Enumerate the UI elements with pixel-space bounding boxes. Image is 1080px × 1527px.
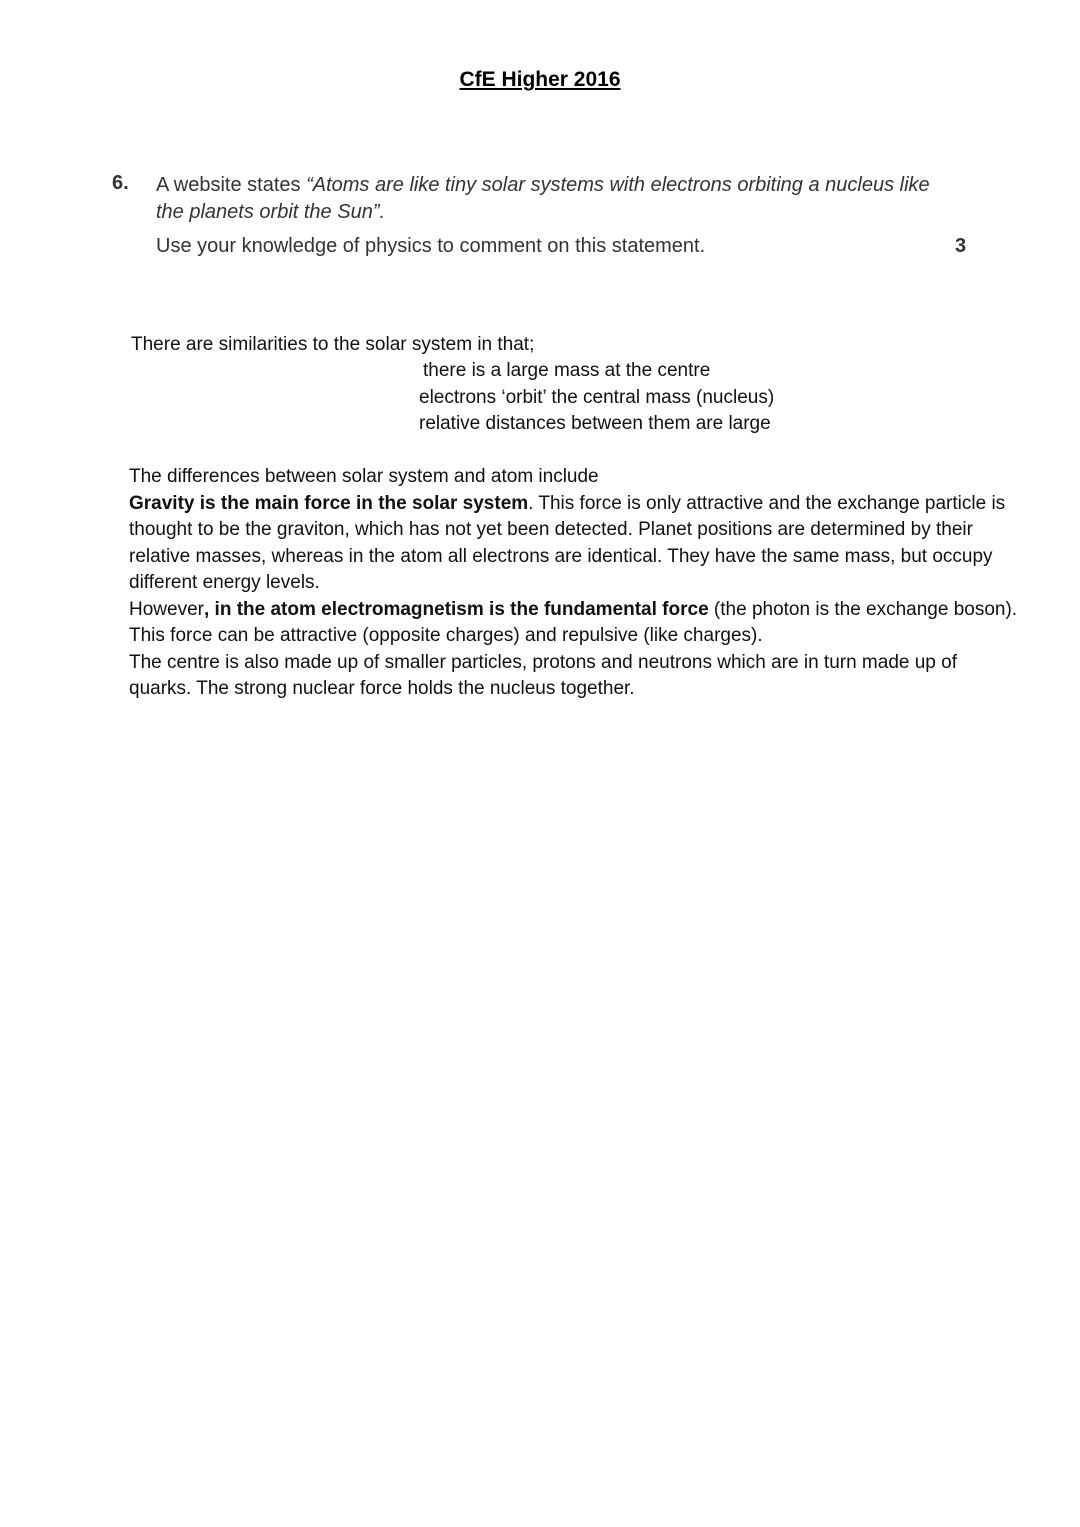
similarity-item: relative distances between them are large bbox=[419, 413, 771, 434]
electromagnetism-bold: , in the atom electromagnetism is the fundamental force bbox=[203, 598, 709, 620]
question-intro: A website states bbox=[156, 174, 307, 196]
gravity-rest: . This force is only attractive and the exchange particle is thought to be the graviton, which has not yet been detected. Planet positions are determined by their relative masses, whereas in the atom all electrons are identical. They have the same mass, but occupy different energy levels. bbox=[129, 492, 1006, 593]
question-instruction: Use your knowledge of physics to comment on this statement. bbox=[156, 235, 706, 257]
question-number: 6. bbox=[112, 172, 129, 194]
however-start: However bbox=[129, 598, 204, 620]
differences-intro: The differences between solar system and atom include bbox=[129, 466, 599, 487]
similarity-item: there is a large mass at the centre bbox=[423, 360, 711, 381]
electromagnetism-rest: (the photon is the exchange boson). This force can be attractive (opposite charges) and repulsive (like charges). bbox=[129, 598, 1018, 646]
question-text bbox=[156, 172, 936, 226]
gravity-paragraph bbox=[129, 491, 1019, 597]
centre-paragraph: The centre is also made up of smaller particles, protons and neutrons which are in turn made up of quarks. The strong nuclear force holds the nucleus together. bbox=[129, 651, 957, 699]
similarity-item: electrons ‘orbit’ the central mass (nucleus) bbox=[419, 386, 775, 408]
page-title: CfE Higher 2016 bbox=[459, 68, 621, 91]
similarities-intro: There are similarities to the solar system in that; bbox=[131, 334, 535, 355]
question-marks: 3 bbox=[955, 235, 967, 257]
question-quote: “Atoms are like tiny solar systems with electrons orbiting a nucleus like the planets orbit the Sun”. bbox=[156, 174, 930, 223]
differences-block bbox=[129, 464, 1019, 703]
electromagnetism-paragraph bbox=[129, 597, 1019, 650]
similarities-list bbox=[419, 358, 774, 438]
gravity-bold: Gravity is the main force in the solar system bbox=[129, 492, 529, 514]
